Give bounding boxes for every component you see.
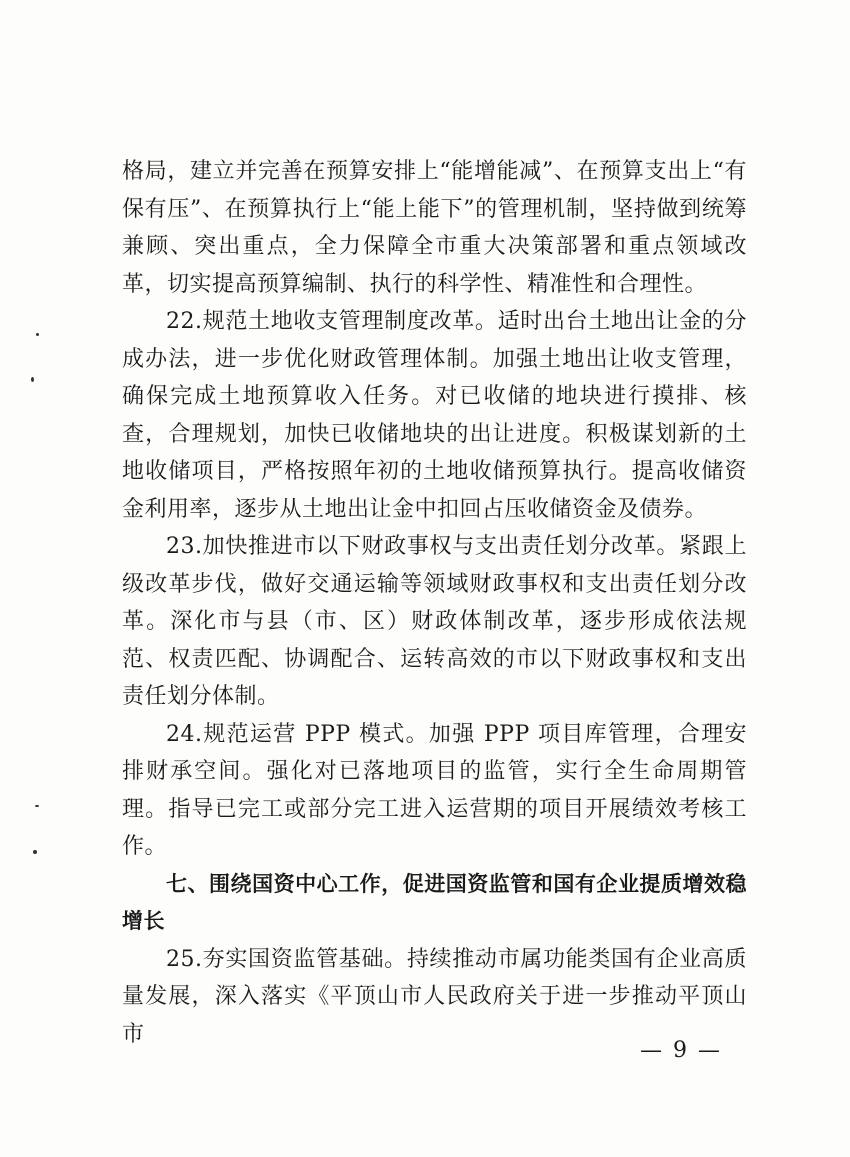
- paragraph-24: 24.规范运营 PPP 模式。加强 PPP 项目库管理，合理安排财承空间。强化对已落地项目的监管，实行全生命周期管理。指导已完工或部分完工进入运营期的项目开展绩效考核工作。: [122, 721, 747, 859]
- page-number: — 9 —: [640, 1038, 722, 1063]
- scan-speck: [36, 333, 39, 336]
- scan-speck: [31, 377, 34, 382]
- paragraph-22: 22.规范土地收支管理制度改革。适时出台土地出让金的分成办法，进一步优化财政管理体制。加强土地出让收支管理，确保完成土地预算收入任务。对已收储的地块进行摸排、核查，合理规划，加快已收储地块的出让进度。积极谋划新的土地收储项目，严格按照年初的土地收储预算执行。提高收储资金利用率，逐步从土地出让金中扣回占压收储资金及债券。: [122, 309, 747, 522]
- scan-speck: [35, 805, 39, 807]
- paragraph-23: 23.加快推进市以下财政事权与支出责任划分改革。紧跟上级改革步伐，做好交通运输等领域财政事权和支出责任划分改革。深化市与县（市、区）财政体制改革，逐步形成依法规范、权责匹配、协调配合、运转高效的市以下财政事权和支出责任划分体制。: [122, 534, 747, 709]
- scan-speck: [33, 850, 37, 854]
- paragraph-continuation: 格局，建立并完善在预算安排上“能增能减”、在预算支出上“有保有压”、在预算执行上“能上能下”的管理机制，坚持做到统筹兼顾、突出重点，全力保障全市重大决策部署和重点领域改革，切实提高预算编制、执行的科学性、精准性和合理性。: [122, 159, 747, 297]
- paragraph-25: 25.夯实国资监管基础。持续推动市属功能类国有企业高质量发展，深入落实《平顶山市人民政府关于进一步推动平顶山市: [122, 946, 747, 1047]
- section-heading: 七、围绕国资中心工作，促进国资监管和国有企业提质增效稳增长: [122, 871, 747, 933]
- document-body: [122, 153, 747, 1053]
